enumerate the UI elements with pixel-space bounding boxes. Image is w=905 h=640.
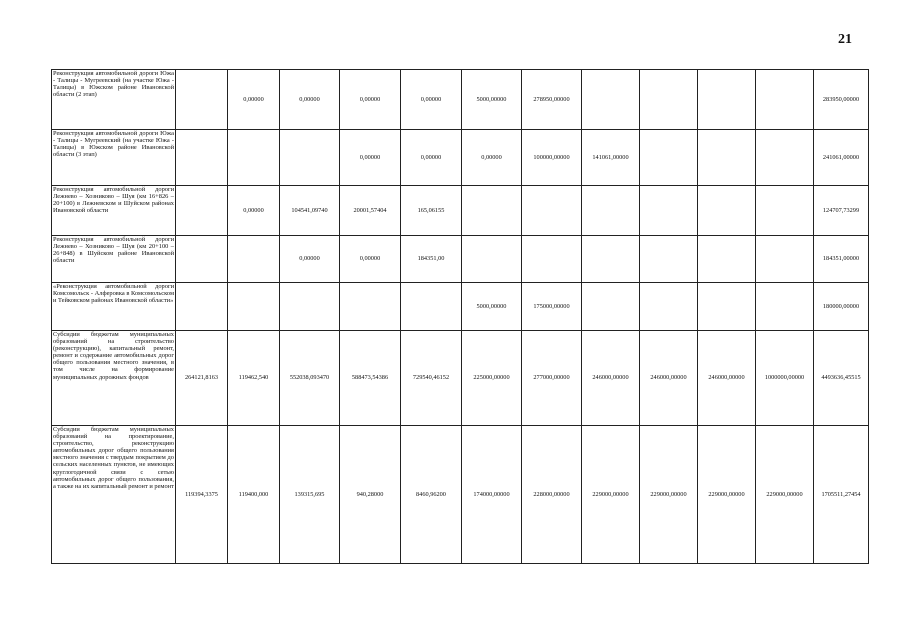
- value-cell: [582, 186, 640, 236]
- value-cell: 246000,00000: [698, 331, 756, 426]
- value-cell: [176, 130, 228, 186]
- page-number: 21: [838, 32, 852, 47]
- row-description: Реконструкция автомобильной дороги Южа - Талицы - Мугреевский (на участке Южа - Талицы) в Южском районе Ивановской области (2 этап): [52, 70, 176, 130]
- value-cell: 940,28000: [340, 426, 401, 564]
- row-description: Реконструкция автомобильной дороги Лежнево – Хозниково – Шуя (км 20+100 – 26+848) в Шуйском районе Ивановской области: [52, 236, 176, 283]
- value-cell: 0,00000: [340, 70, 401, 130]
- value-cell: 1000000,00000: [756, 331, 814, 426]
- value-cell: [340, 283, 401, 331]
- value-cell: 184351,00: [401, 236, 462, 283]
- value-cell: [228, 130, 280, 186]
- value-cell: 246000,00000: [640, 331, 698, 426]
- value-cell: 278950,00000: [522, 70, 582, 130]
- value-cell: 1705511,27454: [814, 426, 869, 564]
- value-cell: [698, 70, 756, 130]
- value-cell: 119462,540: [228, 331, 280, 426]
- row-description: Субсидии бюджетам муниципальных образований на проектирование, строительство, реконструкцию автомобильных дорог общего пользования местного значения с твердым покрытием до сельских населенных пунктов, не имеющих круглогодичной связи с сетью автомобильных дорог общего пользования, а также на их капитальный ремонт и ремонт: [52, 426, 176, 564]
- value-cell: [462, 186, 522, 236]
- value-cell: [698, 283, 756, 331]
- value-cell: [401, 283, 462, 331]
- row-description: Субсидии бюджетам муниципальных образований на строительство (реконструкцию), капитальный ремонт, ремонт и содержание автомобильных дорог общего пользования местного значения, в том числе на формирование муниципальных дорожных фондов: [52, 331, 176, 426]
- value-cell: [756, 186, 814, 236]
- value-cell: 0,00000: [280, 70, 340, 130]
- value-cell: 283950,00000: [814, 70, 869, 130]
- value-cell: [640, 236, 698, 283]
- value-cell: 20001,57404: [340, 186, 401, 236]
- value-cell: [640, 186, 698, 236]
- value-cell: [280, 130, 340, 186]
- value-cell: [756, 283, 814, 331]
- value-cell: 0,00000: [340, 236, 401, 283]
- value-cell: [756, 70, 814, 130]
- table-row: [52, 283, 869, 331]
- value-cell: 246000,00000: [582, 331, 640, 426]
- value-cell: 124707,73299: [814, 186, 869, 236]
- value-cell: 264121,8163: [176, 331, 228, 426]
- value-cell: [228, 283, 280, 331]
- value-cell: 165,06155: [401, 186, 462, 236]
- value-cell: [756, 130, 814, 186]
- table-row: [52, 331, 869, 426]
- value-cell: [176, 236, 228, 283]
- value-cell: 174000,00000: [462, 426, 522, 564]
- value-cell: 229000,00000: [582, 426, 640, 564]
- value-cell: [176, 283, 228, 331]
- value-cell: 588473,54386: [340, 331, 401, 426]
- value-cell: 139315,695: [280, 426, 340, 564]
- value-cell: 0,00000: [401, 70, 462, 130]
- value-cell: 229000,00000: [698, 426, 756, 564]
- value-cell: [176, 186, 228, 236]
- table-row: [52, 186, 869, 236]
- row-description: Реконструкция автомобильной дороги Южа - Талицы - Мугреевский (на участке Южа - Талицы) в Южском районе Ивановской области (3 этап): [52, 130, 176, 186]
- table-row: [52, 236, 869, 283]
- value-cell: 184351,00000: [814, 236, 869, 283]
- row-description: Реконструкция автомобильной дороги Лежнево – Хозниково – Шуя (км 16+826 – 20+100) в Лежневском и Шуйском районах Ивановской области: [52, 186, 176, 236]
- value-cell: 119400,000: [228, 426, 280, 564]
- value-cell: 175000,00000: [522, 283, 582, 331]
- value-cell: [640, 70, 698, 130]
- value-cell: 4493636,45515: [814, 331, 869, 426]
- value-cell: 0,00000: [228, 186, 280, 236]
- value-cell: 228000,00000: [522, 426, 582, 564]
- table-row: [52, 70, 869, 130]
- value-cell: 0,00000: [228, 70, 280, 130]
- value-cell: 0,00000: [462, 130, 522, 186]
- value-cell: [756, 236, 814, 283]
- value-cell: 100000,00000: [522, 130, 582, 186]
- value-cell: [522, 186, 582, 236]
- table-row: [52, 426, 869, 564]
- value-cell: [228, 236, 280, 283]
- value-cell: 225000,00000: [462, 331, 522, 426]
- value-cell: [698, 130, 756, 186]
- value-cell: [698, 186, 756, 236]
- value-cell: [176, 70, 228, 130]
- value-cell: [640, 130, 698, 186]
- value-cell: 119394,3375: [176, 426, 228, 564]
- value-cell: [582, 283, 640, 331]
- value-cell: 229000,00000: [756, 426, 814, 564]
- value-cell: 104541,09740: [280, 186, 340, 236]
- value-cell: [640, 283, 698, 331]
- value-cell: 0,00000: [401, 130, 462, 186]
- value-cell: 277000,00000: [522, 331, 582, 426]
- value-cell: 552038,093470: [280, 331, 340, 426]
- value-cell: [522, 236, 582, 283]
- value-cell: 141061,00000: [582, 130, 640, 186]
- value-cell: 729540,46152: [401, 331, 462, 426]
- value-cell: 5000,00000: [462, 283, 522, 331]
- table-row: [52, 130, 869, 186]
- value-cell: [582, 236, 640, 283]
- value-cell: 180000,00000: [814, 283, 869, 331]
- value-cell: [698, 236, 756, 283]
- value-cell: 241061,00000: [814, 130, 869, 186]
- value-cell: 0,00000: [280, 236, 340, 283]
- value-cell: [280, 283, 340, 331]
- row-description: «Реконструкция автомобильной дороги Комсомольск - Алферовка в Комсомольском и Тейковском районах Ивановской области»: [52, 283, 176, 331]
- value-cell: 0,00000: [340, 130, 401, 186]
- value-cell: [462, 236, 522, 283]
- value-cell: 229000,00000: [640, 426, 698, 564]
- value-cell: 5000,00000: [462, 70, 522, 130]
- budget-table: [51, 69, 869, 564]
- value-cell: 8460,96200: [401, 426, 462, 564]
- value-cell: [582, 70, 640, 130]
